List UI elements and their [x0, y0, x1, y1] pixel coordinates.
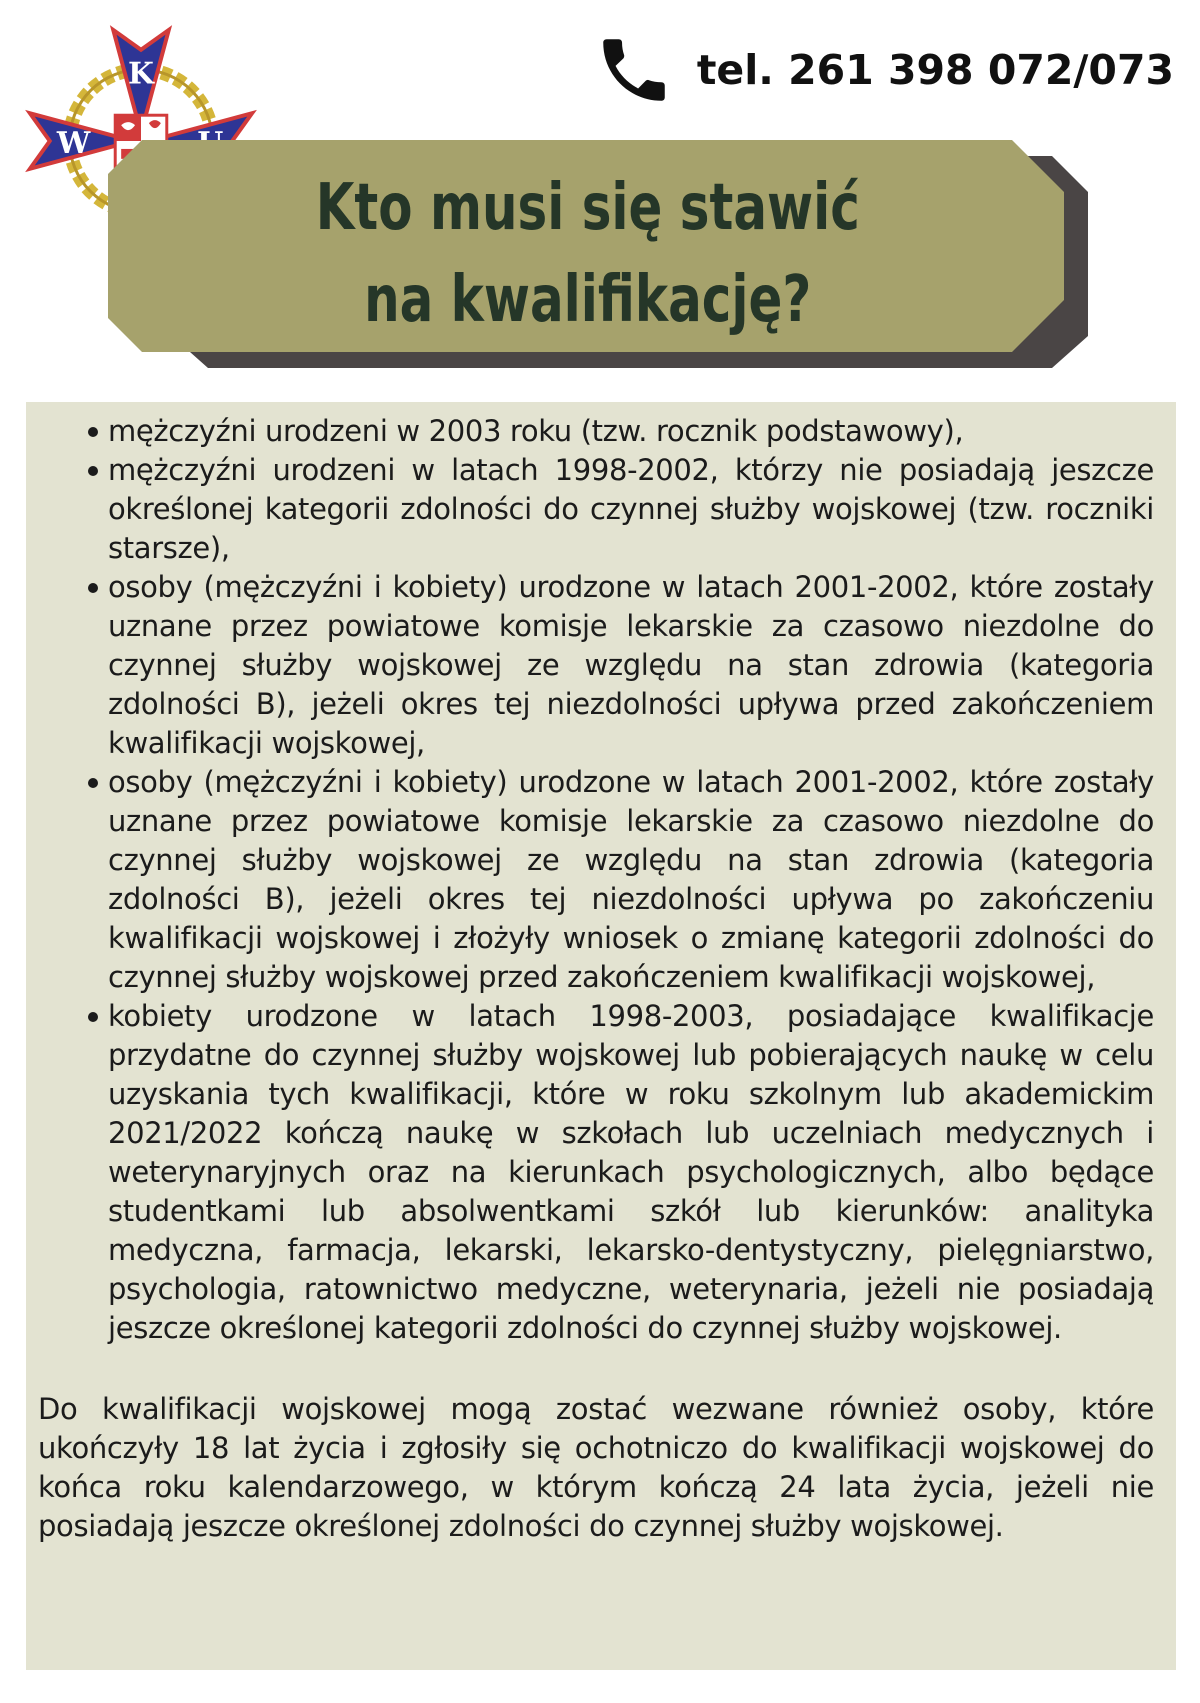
- title-banner: [108, 140, 1088, 368]
- svg-text:W: W: [56, 125, 91, 161]
- bullet-icon: [88, 427, 98, 437]
- svg-text:K: K: [128, 56, 154, 92]
- page-title-line-1: Kto musi się stawić: [315, 171, 861, 245]
- bullet-icon: [88, 583, 98, 593]
- list-item: osoby (mężczyźni i kobiety) urodzone w latach 2001-2002, które zostały uznane przez powiatowe komisje lekarskie za czasowo niezdolne do czynnej służby wojskowej ze względu na stan zdrowia (kategoria zdolności B), jeżeli okres tej niezdolności upływa po zakończeniu kwalifikacji wojskowej i złożyły wniosek o zmianę kategorii zdolności do czynnej służby wojskowej przed zakończeniem kwalifikacji wojskowej,: [38, 763, 1154, 997]
- bullet-icon: [88, 466, 98, 476]
- bullet-icon: [88, 778, 98, 788]
- phone-contact[interactable]: [593, 30, 1174, 110]
- list-item: mężczyźni urodzeni w latach 1998-2002, którzy nie posiadają jeszcze określonej kategorii zdolności do czynnej służby wojskowej (tzw. roczniki starsze),: [38, 451, 1154, 568]
- page-title-line-2: na kwalifikację?: [364, 263, 812, 337]
- bullet-icon: [88, 1012, 98, 1022]
- list-item: kobiety urodzone w latach 1998-2003, posiadające kwalifikacje przydatne do czynnej służby wojskowej lub pobierających naukę w celu uzyskania tych kwalifikacji, które w roku szkolnym lub akademickim 2021/2022 kończą naukę w szkołach lub uczelniach medycznych i weterynaryjnych oraz na kierunkach psychologicznych, albo będące studentkami lub absolwentkami szkół lub kierunków: analityka medyczna, farmacja, lekarski, lekarsko-dentystyczny, pielęgniarstwo, psychologia, ratownictwo medyczne, weterynaria, jeżeli nie posiadają jeszcze określonej kategorii zdolności do czynnej służby wojskowej.: [38, 997, 1154, 1348]
- eligibility-list: [38, 412, 1154, 1348]
- volunteer-note: Do kwalifikacji wojskowej mogą zostać wezwane również osoby, które ukończyły 18 lat życia i zgłosiły się ochotniczo do kwalifikacji wojskowej do końca roku kalendarzowego, w którym kończą 24 lata życia, jeżeli nie posiadają jeszcze określonej zdolności do czynnej służby wojskowej.: [38, 1392, 1154, 1543]
- phone-icon: [593, 29, 675, 111]
- list-item: mężczyźni urodzeni w 2003 roku (tzw. rocznik podstawowy),: [38, 412, 1154, 451]
- phone-number: tel. 261 398 072/073: [696, 46, 1174, 94]
- list-item: osoby (mężczyźni i kobiety) urodzone w latach 2001-2002, które zostały uznane przez powiatowe komisje lekarskie za czasowo niezdolne do czynnej służby wojskowej ze względu na stan zdrowia (kategoria zdolności B), jeżeli okres tej niezdolności upływa przed zakończeniem kwalifikacji wojskowej,: [38, 568, 1154, 763]
- content-panel: [26, 402, 1176, 1670]
